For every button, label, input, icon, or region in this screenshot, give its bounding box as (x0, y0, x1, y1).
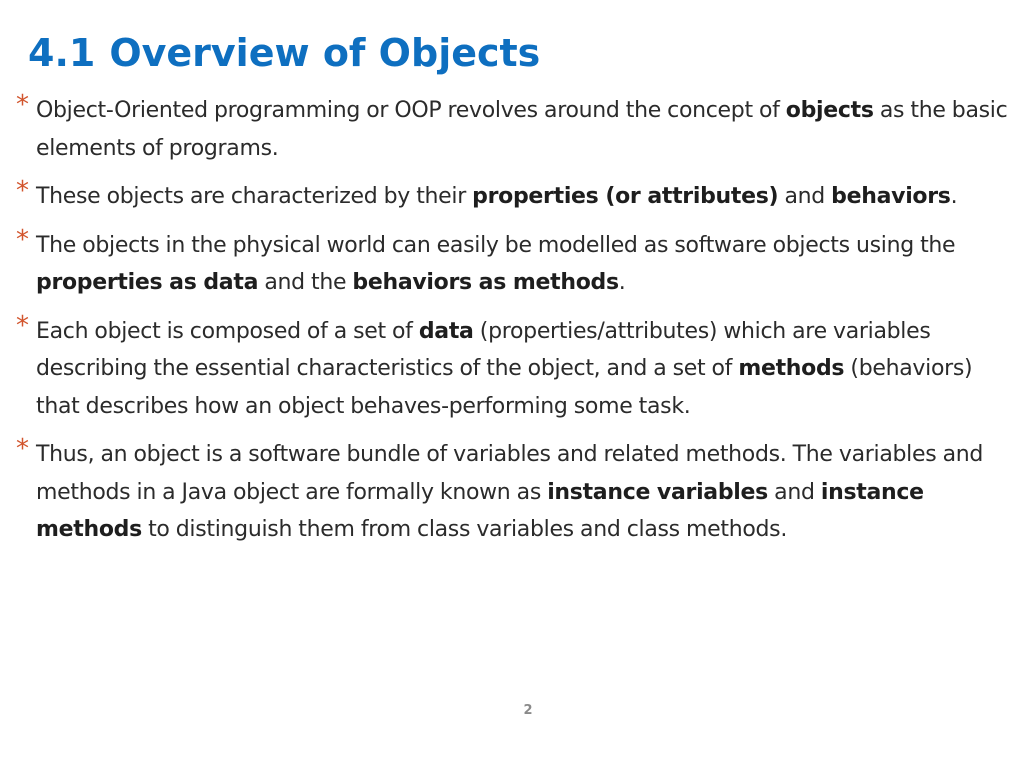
bullet-bold-term: instance variables (547, 479, 768, 505)
bullet-text-segment: Thus, an object is a software bundle of variables and related methods. The variables and methods in a Java object are formally known as (36, 442, 984, 505)
bullet-text (36, 178, 1016, 216)
bullet-text-segment: to distinguish them from class variables and class methods. (141, 517, 788, 542)
bullet-item (16, 178, 1016, 216)
bullet-marker: * (16, 90, 29, 120)
bullet-text-segment: . (950, 184, 958, 209)
bullet-item (16, 436, 1016, 549)
slide-title (28, 28, 540, 78)
bullet-list (16, 92, 1016, 560)
bullet-text-segment: and (767, 479, 821, 505)
page-number: 2 (523, 703, 533, 718)
bullet-bold-term: behaviors (831, 184, 951, 209)
bullet-item (16, 224, 1016, 302)
bullet-text-segment: The objects in the physical world can easily be modelled as software objects using the (36, 232, 956, 258)
bullet-text (36, 227, 1016, 302)
bullet-bold-term: methods (738, 356, 845, 381)
bullet-text-segment: . (618, 270, 626, 295)
bullet-text-segment: Each object is composed of a set of (36, 318, 419, 344)
bullet-bold-term: properties as data (36, 270, 259, 295)
slide-title-text: Overview of Objects (109, 31, 541, 75)
bullet-text-segment: (behaviors) that describes how an object behaves-performing some task. (36, 356, 973, 419)
bullet-text (36, 92, 1016, 167)
bullet-bold-term: instance methods (36, 479, 924, 542)
bullet-text-segment: (properties/attributes) which are variables describing the essential characteristics of the object, and a set of (36, 318, 931, 381)
bullet-text-segment: These objects are characterized by their (36, 184, 473, 209)
bullet-marker: * (16, 434, 29, 464)
bullet-bold-term: behaviors as methods (352, 270, 619, 295)
bullet-text-segment: and the (258, 270, 353, 295)
bullet-item (16, 92, 1016, 167)
bullet-marker: * (16, 224, 29, 255)
bullet-text-segment: Object-Oriented programming or OOP revolves around the concept of (36, 98, 786, 123)
bullet-item (16, 310, 1016, 426)
bullet-text (36, 436, 1016, 549)
bullet-bold-term: data (418, 318, 474, 344)
bullet-marker: * (16, 176, 29, 206)
slide-title-number: 4.1 (28, 31, 96, 75)
bullet-text-segment: as the basic elements of programs. (36, 98, 1008, 161)
bullet-bold-term: properties (or attributes) (472, 184, 779, 209)
bullet-text-segment: and (778, 184, 832, 209)
bullet-bold-term: objects (785, 98, 874, 123)
bullet-text (36, 313, 1016, 426)
bullet-marker: * (16, 310, 29, 341)
